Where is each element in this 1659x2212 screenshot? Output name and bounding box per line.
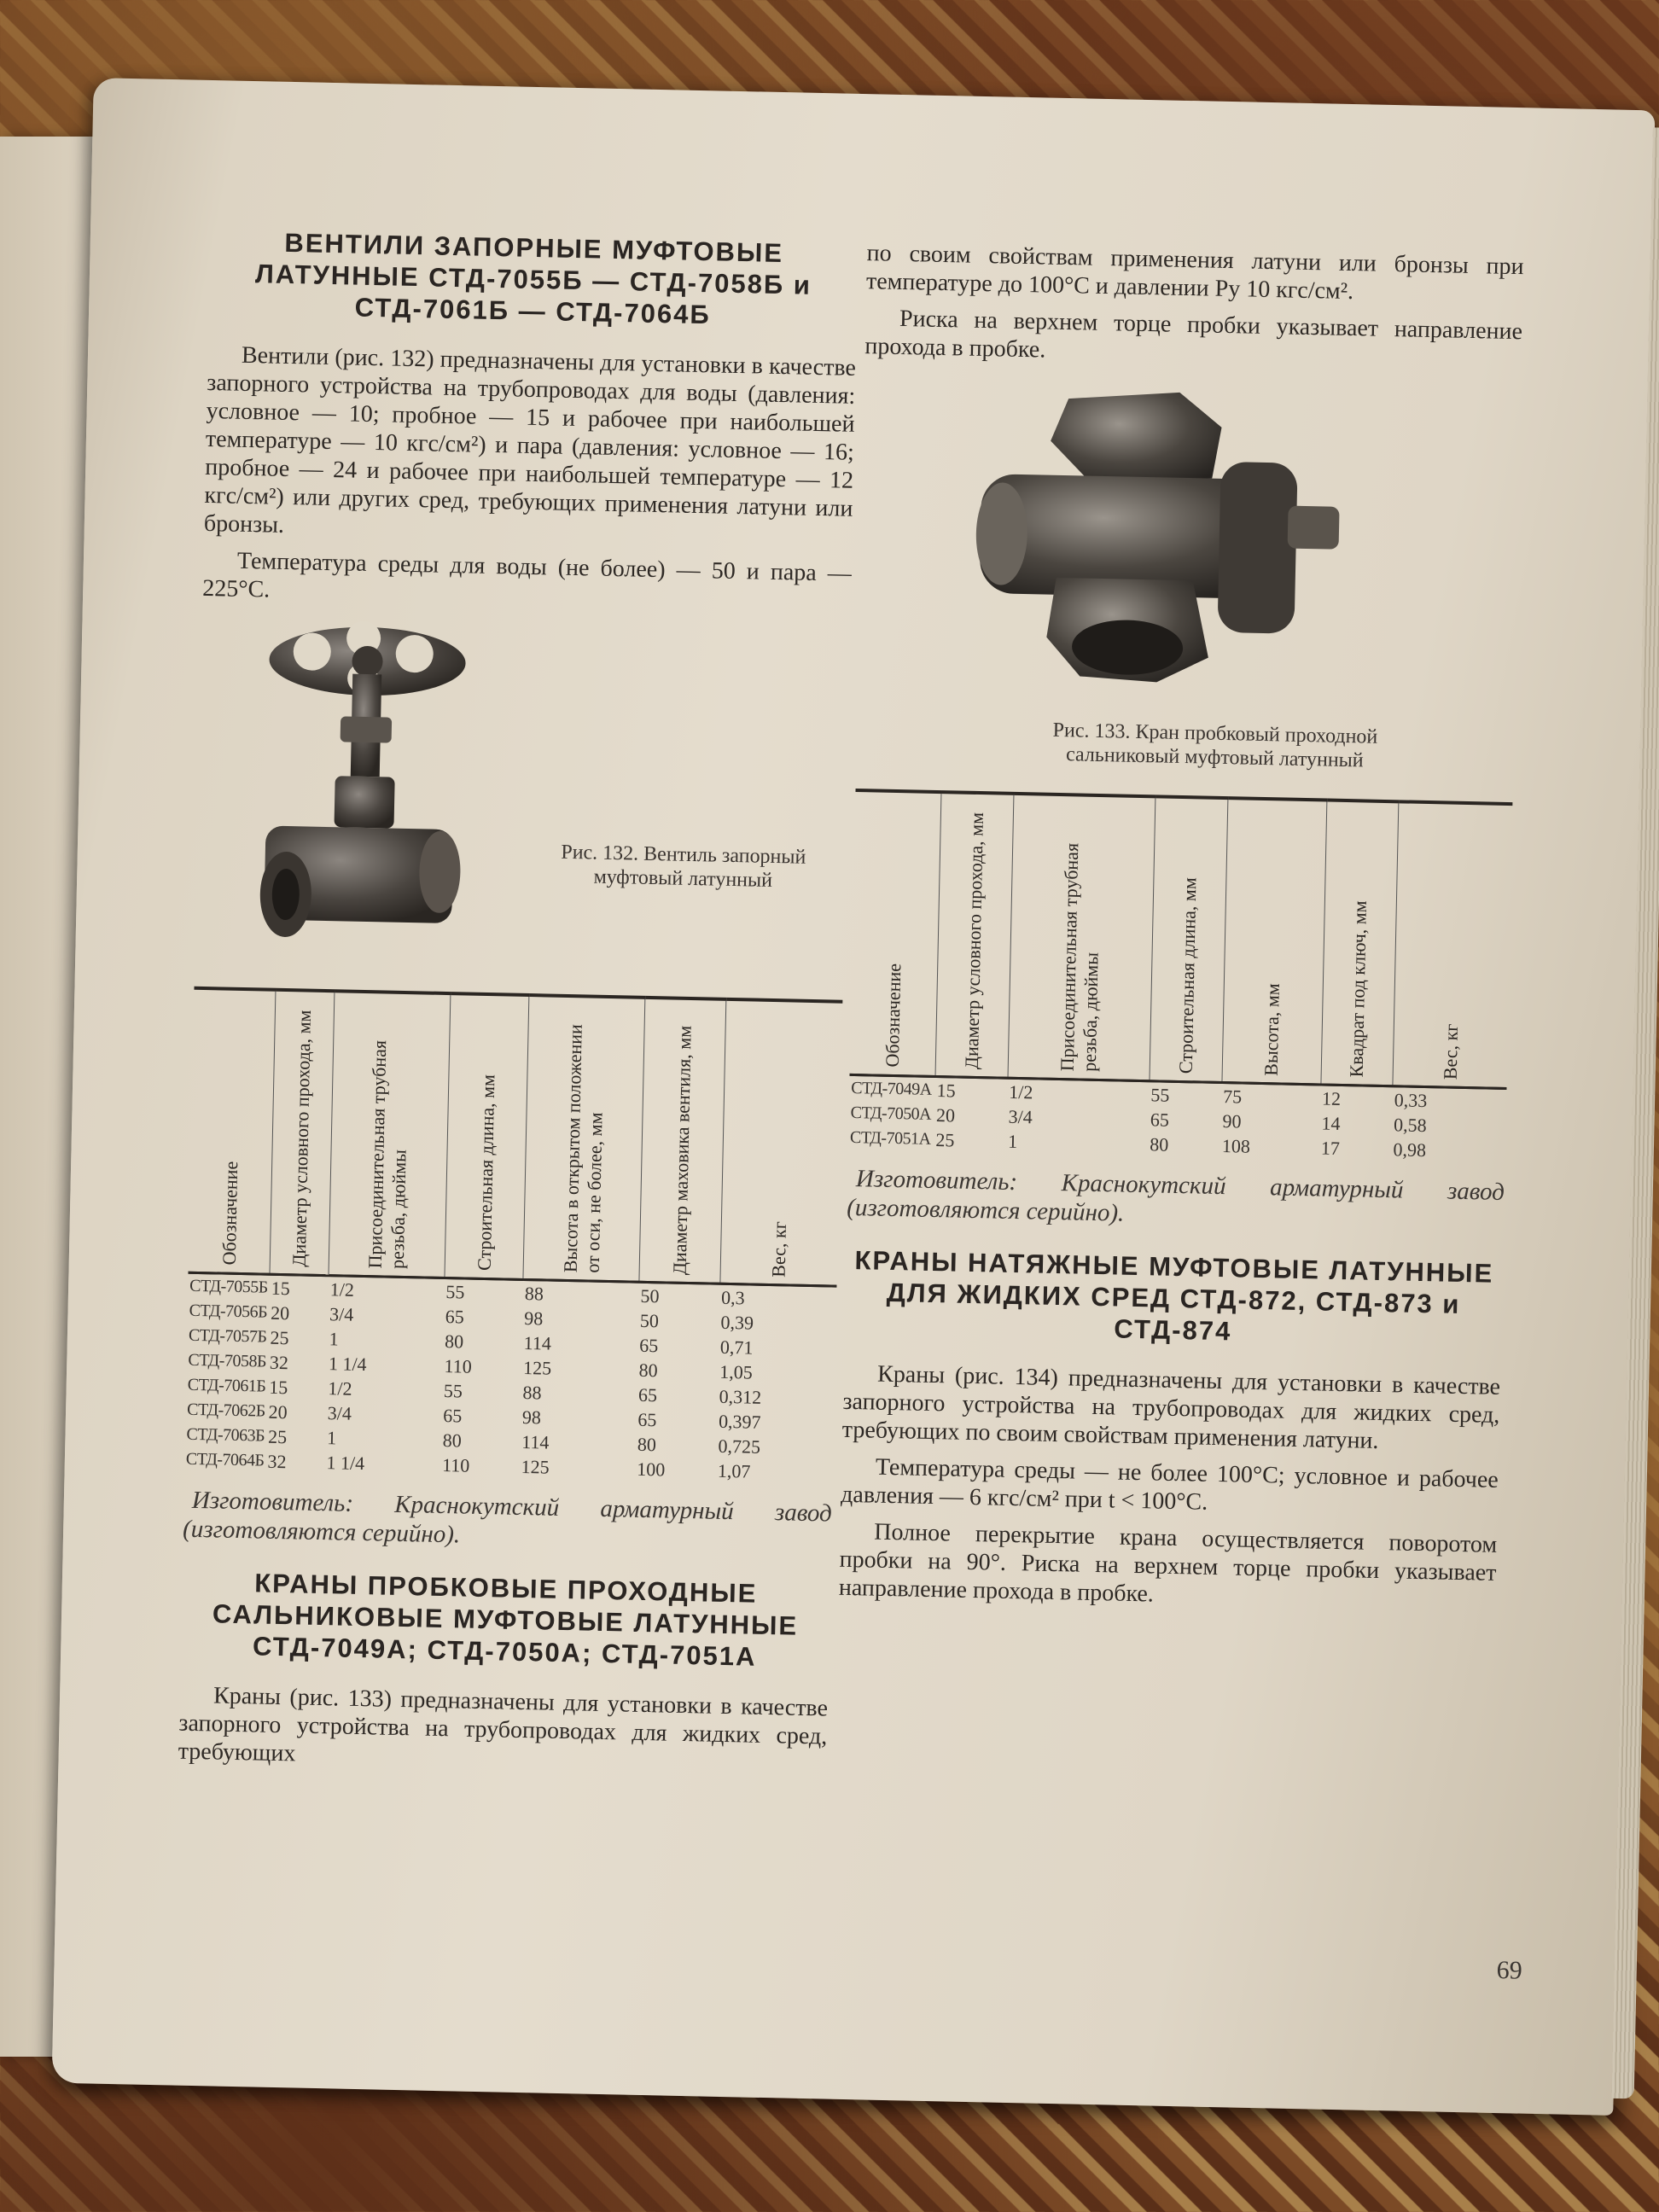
cell: СТД-7061Б	[187, 1375, 266, 1396]
tension-cocks-description: Краны (рис. 134) предназначены для установки в качестве запорного устройства на трубопроводах для жидких сред, требующих по своим свойствам применения латуни.	[841, 1360, 1501, 1454]
cell: 1 1/4	[326, 1452, 365, 1475]
cell: 20	[268, 1400, 288, 1423]
left-column	[178, 225, 859, 1788]
col-header: Строительная длина, мм	[1174, 877, 1201, 1074]
cell: 75	[1222, 1086, 1243, 1108]
cell: 0,397	[718, 1410, 761, 1433]
col-header: Обозначение	[218, 1161, 242, 1266]
cell: 17	[1320, 1137, 1341, 1159]
plug-cocks-description: Краны (рис. 133) предназначены для установки в качестве запорного устройства на трубопроводах для жидких сред, требующих	[178, 1682, 829, 1767]
cell: 25	[267, 1425, 288, 1448]
cell: СТД-7062Б	[186, 1400, 265, 1421]
cell: 1,07	[717, 1459, 751, 1482]
figure-132-caption: Рис. 132. Вентиль запорный муфтовый латунный	[561, 841, 806, 892]
cell: 0,71	[719, 1336, 754, 1359]
plug-cocks-description-cont: по своим свойствам применения латуни или бронзы при температуре до 100°C и давлении Py 10 кгс/см².	[865, 240, 1524, 306]
cell: СТД-7051А	[849, 1127, 931, 1149]
cell: 0,725	[718, 1435, 761, 1458]
cell: 50	[640, 1284, 660, 1307]
plug-cocks-manufacturer: Изготовитель: Краснокутский арматурный завод (изготовляются серийно).	[846, 1165, 1505, 1227]
col-header: Обозначение	[881, 963, 905, 1068]
col-header: Диаметр условного прохода, мм	[960, 812, 987, 1070]
cell: 125	[522, 1356, 552, 1379]
cell: 32	[269, 1351, 289, 1374]
cell: 55	[443, 1380, 463, 1402]
cell: 98	[521, 1406, 542, 1429]
cell: 88	[522, 1381, 542, 1404]
cell: 80	[442, 1429, 462, 1452]
cell: СТД-7055Б	[189, 1276, 268, 1297]
right-column	[838, 239, 1523, 1624]
plug-cocks-table	[848, 789, 1513, 1164]
cell: 0,3	[720, 1286, 745, 1309]
cell: СТД-7058Б	[188, 1350, 267, 1371]
valves-temperature: Температура среды для воды (не более) — 50 и пара — 225°C.	[201, 547, 853, 603]
cell: 0,58	[1393, 1114, 1427, 1137]
cell: 65	[637, 1383, 658, 1406]
cell: 65	[443, 1405, 463, 1427]
cell: СТД-7063Б	[186, 1424, 265, 1446]
section-title-plug-cocks: КРАНЫ ПРОБКОВЫЕ ПРОХОДНЫЕ САЛЬНИКОВЫЕ МУФТОВЫЕ ЛАТУННЫЕ СТД-7049А; СТД-7050А; СТД-7051А	[212, 1568, 799, 1672]
col-header: Высота, мм	[1260, 982, 1284, 1076]
cell: СТД-7064Б	[185, 1449, 265, 1470]
section-title-valves: ВЕНТИЛИ ЗАПОРНЫЕ МУФТОВЫЕ ЛАТУННЫЕ СТД-7055Б — СТД-7058Б и СТД-7061Б — СТД-7064Б	[254, 227, 812, 330]
figure-132	[195, 611, 851, 992]
cell: 1	[1007, 1130, 1018, 1153]
cell: 50	[639, 1309, 660, 1332]
cell: СТД-7056Б	[189, 1301, 268, 1322]
cell: 32	[267, 1450, 287, 1473]
valves-table	[184, 987, 843, 1486]
plug-cock-image	[960, 380, 1359, 696]
cell: 0,33	[1394, 1089, 1428, 1112]
cell: 25	[270, 1326, 289, 1349]
cell: 15	[269, 1376, 288, 1399]
cell: 90	[1222, 1110, 1242, 1132]
cell: 3/4	[329, 1303, 354, 1325]
cell: 20	[270, 1301, 290, 1324]
page-stack-edge	[1612, 127, 1659, 2098]
col-header: Диаметр условного прохода, мм	[288, 1010, 316, 1267]
cell: 110	[444, 1355, 472, 1377]
cell: 15	[271, 1277, 291, 1300]
book-page	[52, 78, 1656, 2116]
plug-cocks-risk-note: Риска на верхнем торце пробки указывает направление прохода в пробке.	[864, 305, 1523, 364]
cell: 114	[521, 1430, 550, 1453]
cell: СТД-7050А	[850, 1103, 932, 1124]
cell: 108	[1221, 1135, 1251, 1157]
col-header: Присоединительная трубная резьба, дюймы	[1056, 842, 1103, 1073]
cell: 1/2	[1009, 1080, 1033, 1103]
col-header: Вес, кг	[1439, 1022, 1462, 1080]
col-header: Присоединительная трубная резьба, дюймы	[364, 1039, 411, 1270]
cell: 80	[444, 1330, 464, 1353]
col-header: Диаметр маховика вентиля, мм	[668, 1025, 696, 1276]
cell: 100	[636, 1458, 666, 1481]
cell: 0,39	[720, 1311, 754, 1334]
section-title-tension-cocks: КРАНЫ НАТЯЖНЫЕ МУФТОВЫЕ ЛАТУННЫЕ ДЛЯ ЖИДКИХ СРЕД СТД-872, СТД-873 и СТД-874	[854, 1245, 1494, 1347]
cell: 65	[639, 1334, 659, 1357]
cell: 20	[935, 1104, 956, 1126]
col-header: Высота в открытом положении от оси, не более, мм	[559, 1023, 607, 1273]
cell: 55	[1150, 1084, 1170, 1106]
cell: 1,05	[719, 1360, 754, 1383]
tension-cocks-shutoff: Полное перекрытие крана осуществляется поворотом пробки на 90°. Риска на верхнем торце пробки указывает направление прохода в пробке.	[838, 1518, 1498, 1608]
col-header: Строительная длина, мм	[473, 1074, 498, 1272]
cell: 88	[524, 1282, 544, 1305]
cell: 0,312	[719, 1385, 762, 1408]
cell: 0,98	[1393, 1138, 1427, 1161]
cell: 14	[1321, 1112, 1341, 1134]
cell: 65	[637, 1408, 657, 1431]
cell: 1	[329, 1328, 339, 1350]
col-header: Квадрат под ключ, мм	[1345, 900, 1371, 1078]
cell: 80	[1149, 1133, 1169, 1155]
cell: 65	[1150, 1109, 1170, 1131]
cell: СТД-7057Б	[188, 1325, 267, 1347]
cell: 15	[936, 1080, 956, 1102]
cell: 125	[521, 1455, 550, 1478]
tension-cocks-temperature: Температура среды — не более 100°C; условное и рабочее давления — 6 кгс/см² при t < 100°C.	[840, 1453, 1499, 1516]
cell: 1/2	[329, 1278, 355, 1301]
cell: 110	[441, 1454, 470, 1476]
valves-description: Вентили (рис. 132) предназначены для установки в качестве запорного устройства на трубопроводах для воды (давления: условное — 10; пробное — 15 и рабочее при наибольшей температуре — 10 кгс/см²) и пара (давления: условное — 16; пробное — 24 и рабочее при наибольшей температуре — 12 кгс/см²) или других сред, требующих применения латуни или бронзы.	[203, 341, 857, 538]
cell: СТД-7049А	[850, 1078, 932, 1099]
cell: 25	[935, 1129, 955, 1151]
cell: 80	[638, 1359, 658, 1382]
cell: 3/4	[327, 1402, 352, 1424]
cell: 55	[445, 1281, 465, 1303]
figure-133-caption: Рис. 133. Кран пробковый проходной сальниковый муфтовый латунный	[1052, 719, 1378, 772]
cell: 1/2	[328, 1377, 352, 1400]
cell: 3/4	[1008, 1105, 1033, 1128]
cell: 1 1/4	[328, 1353, 367, 1376]
cell: 98	[524, 1307, 544, 1330]
cell: 1	[326, 1427, 337, 1449]
valves-manufacturer: Изготовитель: Краснокутский арматурный завод (изготовляются серийно).	[182, 1486, 833, 1549]
cell: 65	[445, 1306, 465, 1328]
valve-image	[254, 612, 484, 975]
cell: 80	[637, 1433, 657, 1456]
figure-133	[856, 369, 1522, 792]
cell: 12	[1321, 1087, 1342, 1109]
cell: 114	[523, 1331, 552, 1354]
col-header: Вес, кг	[767, 1220, 790, 1278]
page-number: 69	[1496, 1956, 1523, 1985]
